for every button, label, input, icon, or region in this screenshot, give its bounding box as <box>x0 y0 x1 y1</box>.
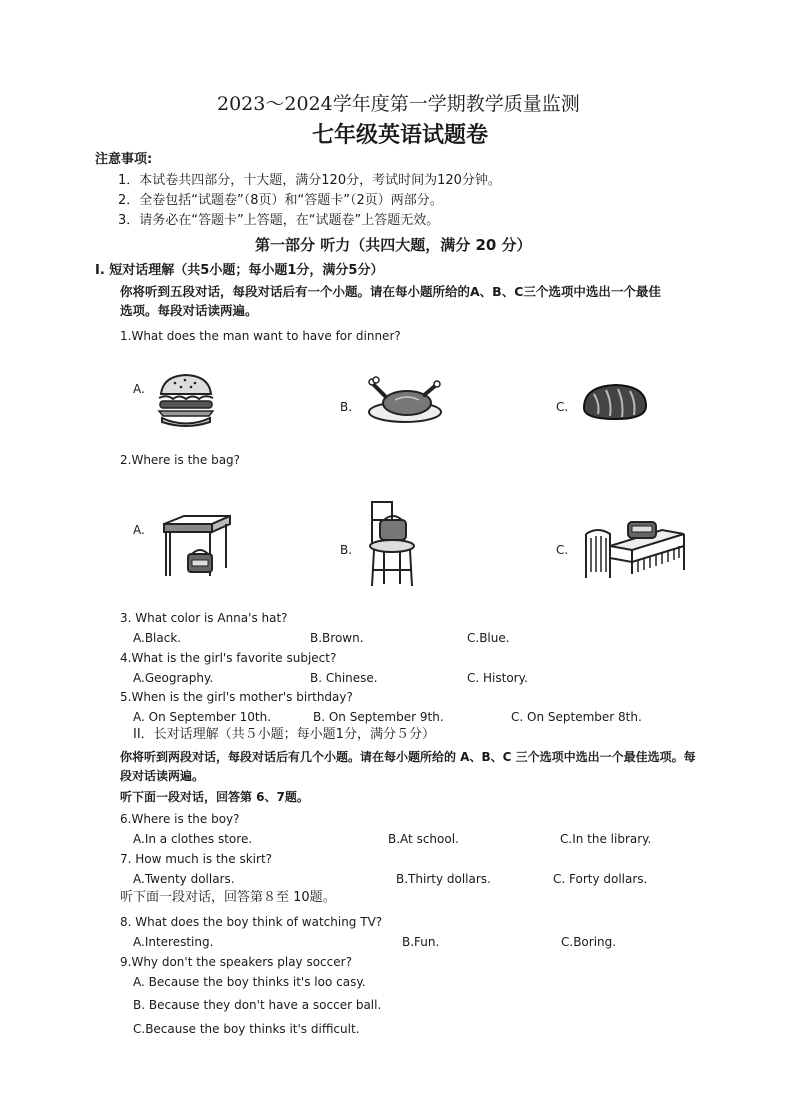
bag-on-bed-icon <box>582 518 688 580</box>
question-5: 5.When is the girl's mother's birthday? <box>120 690 353 704</box>
section2-instruction-2: 段对话读两遍。 <box>120 769 205 783</box>
exam-subtitle: 七年级英语试题卷 <box>312 122 489 148</box>
q4-option-b: B. Chinese. <box>310 671 378 685</box>
part1-title: 第一部分 听力（共四大题，满分 20 分） <box>255 236 532 254</box>
q3-option-a: A.Black. <box>133 631 182 645</box>
q2-option-b-label: B. <box>340 543 353 557</box>
q8-option-a: A.Interesting. <box>133 935 214 949</box>
question-1: 1.What does the man want to have for dinner? <box>120 329 401 343</box>
q3-option-b: B.Brown. <box>310 631 364 645</box>
notice-item-2: 2．全卷包括“试题卷”（8页）和“答题卡”（2页）两部分。 <box>118 193 443 208</box>
q5-option-b: B. On September 9th. <box>313 710 444 724</box>
exam-title: 2023～2024学年度第一学期教学质量监测 <box>217 93 580 115</box>
q6-option-a: A.In a clothes store. <box>133 832 253 846</box>
q4-option-c: C. History. <box>467 671 528 685</box>
hamburger-icon <box>155 372 217 430</box>
q7-option-c: C. Forty dollars. <box>553 872 648 886</box>
question-8: 8. What does the boy think of watching TV? <box>120 915 383 929</box>
q6-option-b: B.At school. <box>388 832 459 846</box>
dialog-1-intro: 听下面一段对话，回答第 6、7题。 <box>120 790 309 804</box>
q9-option-a: A. Because the boy thinks it's loo casy. <box>133 975 366 989</box>
bag-on-chair-icon <box>362 498 422 588</box>
section1-title: I. 短对话理解（共5小题；每小题1分，满分5分） <box>95 263 384 278</box>
roast-chicken-icon <box>365 374 443 424</box>
q9-option-b: B. Because they don't have a soccer ball. <box>133 998 382 1012</box>
section1-instruction-2: 选项。每段对话读两遍。 <box>120 303 258 318</box>
notice-item-1: 1．本试卷共四部分，十大题，满分120分，考试时间为120分钟。 <box>118 173 501 188</box>
q3-option-c: C.Blue. <box>467 631 510 645</box>
bag-under-desk-icon <box>158 514 234 578</box>
q7-option-a: A.Twenty dollars. <box>133 872 235 886</box>
question-2: 2.Where is the bag? <box>120 453 241 467</box>
notice-item-3: 3．请务必在“答题卡”上答题，在“试题卷”上答题无效。 <box>118 213 440 228</box>
q1-option-b-label: B. <box>340 400 353 414</box>
dialog-2-intro: 听下面一段对话，回答第８至 10题。 <box>120 890 336 905</box>
question-7: 7. How much is the skirt? <box>120 852 273 866</box>
q1-option-a-label: A. <box>133 382 145 396</box>
q2-option-c-label: C. <box>556 543 569 557</box>
q5-option-a: A. On September 10th. <box>133 710 272 724</box>
notice-heading: 注意事项: <box>95 152 153 167</box>
question-6: 6.Where is the boy? <box>120 812 240 826</box>
q1-option-c-label: C. <box>556 400 569 414</box>
q6-option-c: C.In the library. <box>560 832 652 846</box>
q8-option-c: C.Boring. <box>561 935 617 949</box>
section2-instruction-1: 你将听到两段对话，每段对话后有几个小题。请在每小题所给的 A、B、C 三个选项中选出一个最佳选项。每 <box>120 750 696 764</box>
q5-option-c: C. On September 8th. <box>511 710 642 724</box>
q2-option-a-label: A. <box>133 523 145 537</box>
question-3: 3. What color is Anna's hat? <box>120 611 288 625</box>
section1-instruction-1: 你将听到五段对话，每段对话后有一个小题。请在每小题所给的A、B、C三个选项中选出一个最佳 <box>120 284 661 299</box>
question-4: 4.What is the girl's favorite subject? <box>120 651 337 665</box>
q8-option-b: B.Fun. <box>402 935 440 949</box>
q7-option-b: B.Thirty dollars. <box>396 872 491 886</box>
q9-option-c: C.Because the boy thinks it's difficult. <box>133 1022 360 1036</box>
q4-option-a: A.Geography. <box>133 671 214 685</box>
section2-title: II．长对话理解（共５小题；每小题1分，满分５分） <box>133 727 435 742</box>
question-9: 9.Why don't the speakers play soccer? <box>120 955 352 969</box>
bread-icon <box>580 382 650 422</box>
